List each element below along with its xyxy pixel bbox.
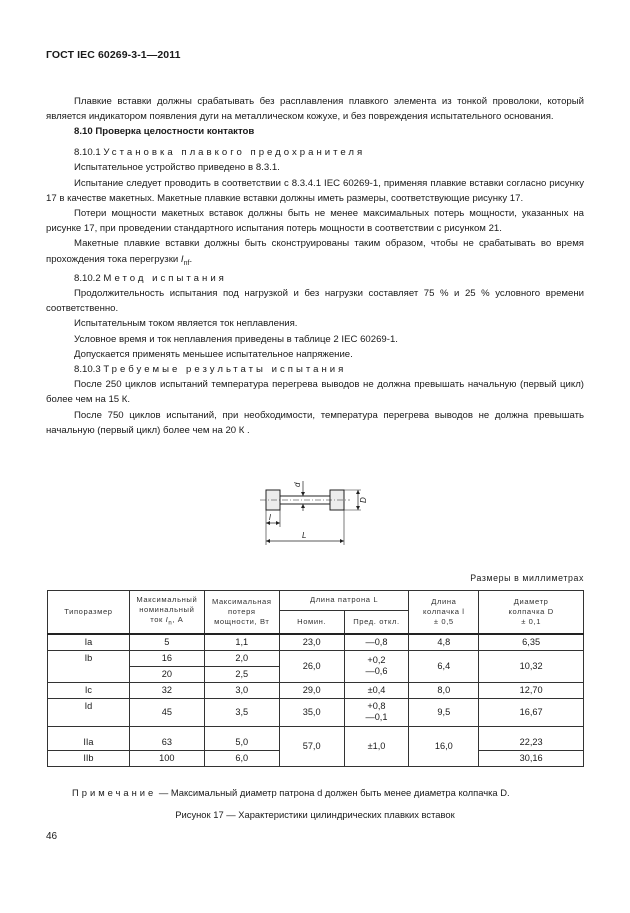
subsection-number: 8.10.1 xyxy=(74,147,101,159)
header-deviation: Пред. откл. xyxy=(344,610,409,634)
table-row: Ic 32 3,0 29,0 ±0,4 8,0 12,70 xyxy=(48,682,584,698)
paragraph: Испытательным током является ток неплавления. xyxy=(74,318,298,330)
paragraph: Допускается применять меньшее испытательное напряжение. xyxy=(74,348,353,360)
subsection-title: Требуемые результаты испытания xyxy=(103,363,347,375)
dimension-d-label: d xyxy=(293,482,302,487)
subsection-8-10-1-heading xyxy=(46,145,584,160)
header-cap-length: Длина колпачка l ± 0,5 xyxy=(409,591,479,635)
table-note xyxy=(72,787,510,798)
subsection-title: Метод испытания xyxy=(103,272,227,284)
note-label: Примечание xyxy=(72,787,157,798)
sizes-caption: Размеры в миллиметрах xyxy=(470,573,584,583)
paragraph: Макетные плавкие вставки должны быть сконструированы таким образом, чтобы не срабатывать во время прохождения тока перегрузки $I_{nf}$. xyxy=(46,238,584,267)
paragraph: После 250 циклов испытаний температура перегрева выводов не должна превышать начальную (первый цикл) более чем на 15 К. xyxy=(46,379,584,406)
table-row: 20 2,5 xyxy=(48,666,584,682)
document-header: ГОСТ IEC 60269-3-1—2011 xyxy=(46,49,181,61)
note-text: — Максимальный диаметр патрона d должен быть менее диаметра колпачка D. xyxy=(156,787,510,798)
header-type: Типоразмер xyxy=(48,591,130,635)
section-8-10 xyxy=(46,124,584,438)
table-row: Ib 16 2,0 26,0 +0,2 —0,6 6,4 10,32 xyxy=(48,650,584,666)
header-cap-diameter: Диаметр колпачка D ± 0,1 xyxy=(479,591,584,635)
table-row: Ia 5 1,1 23,0 —0,8 4,8 6,35 xyxy=(48,634,584,650)
fuse-characteristics-table xyxy=(47,590,584,767)
header-current: Максимальный номинальный ток $I_n$, А xyxy=(129,591,204,635)
paragraph: Потери мощности макетных вставок должны быть не менее максимальных потерь мощности, указанных на рисунке 17, при проведении стандартного испытания потерь мощности в соответствии с рисунком 21. xyxy=(46,208,584,235)
header-power-loss: Максимальная потеря мощности, Вт xyxy=(204,591,279,635)
dimension-L-label: L xyxy=(302,531,307,540)
figure-caption: Рисунок 17 — Характеристики цилиндрических плавких вставок xyxy=(175,809,455,820)
subsection-8-10-2-heading xyxy=(46,271,584,286)
dimension-D-label: D xyxy=(359,497,368,503)
section-title: 8.10 Проверка целостности контактов xyxy=(74,126,255,137)
paragraph: Условное время и ток неплавления приведены в таблице 2 IEC 60269-1. xyxy=(74,333,398,345)
subsection-title: Установка плавкого предохранителя xyxy=(103,147,366,159)
page-number: 46 xyxy=(46,831,58,842)
subsection-8-10-3-heading xyxy=(46,362,584,377)
table-row: IIb 100 6,0 30,16 xyxy=(48,750,584,766)
paragraph: После 750 циклов испытаний, при необходимости, температура перегрева выводов не должна превышать начальную (первый цикл) более чем на 20 К . xyxy=(46,409,584,436)
paragraph: Испытание следует проводить в соответствии с 8.3.4.1 IEC 60269-1, применяя плавкие вставки согласно рисунку 17 в качестве макетных. Макетные плавкие вставки должны иметь размеры, соответствующие рисунку 17. xyxy=(46,177,584,204)
table-row: Id 45 3,5 35,0 +0,8 —0,1 9,5 16,67 xyxy=(48,698,584,726)
fuse-drawing-svg xyxy=(258,475,378,550)
paragraph: Испытательное устройство приведено в 8.3.1. xyxy=(74,162,280,174)
intro-text: Плавкие вставки должны срабатывать без расплавления плавкого элемента из тонкой проволоки, который является индикатором появления дуги на металлическом кожухе, и без повреждения испытательного основания. xyxy=(46,96,584,123)
fuse-drawing xyxy=(258,475,378,555)
paragraph: Продолжительность испытания под нагрузкой и без нагрузки составляет 75 % и 25 % условного времени соответственно. xyxy=(46,287,584,315)
header-cartridge-length: Длина патрона L xyxy=(279,591,409,611)
header-nominal: Номин. xyxy=(279,610,344,634)
subsection-number: 8.10.3 xyxy=(74,363,101,375)
intro-paragraph xyxy=(46,94,584,124)
dimension-l-label: l xyxy=(269,513,271,522)
subsection-number: 8.10.2 xyxy=(74,272,101,284)
table-row: IIa 63 5,0 57,0 ±1,0 16,0 22,23 xyxy=(48,726,584,750)
